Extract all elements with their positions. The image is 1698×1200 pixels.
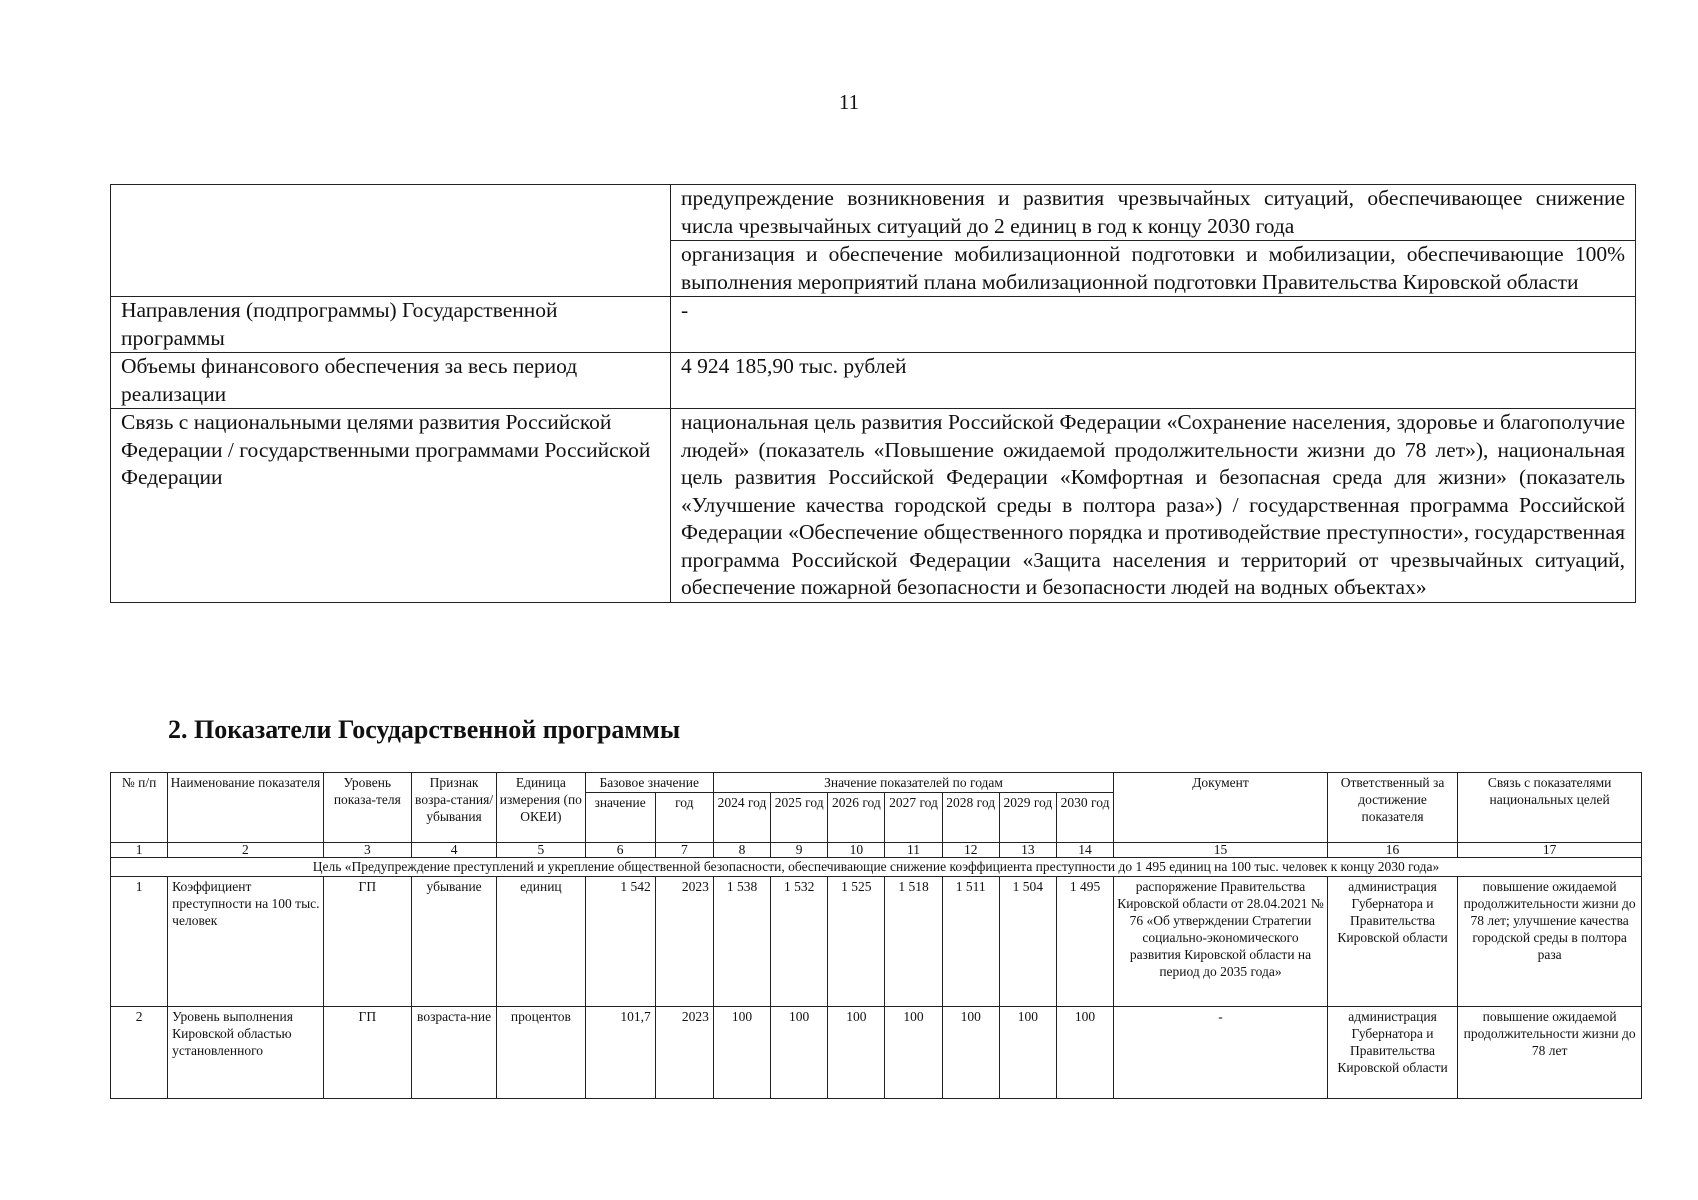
row-value-2030: 1 495	[1056, 877, 1113, 1007]
header-year: 2025 год	[771, 793, 828, 843]
header-trend: Признак возра-стания/ убывания	[411, 773, 496, 843]
row-value-2030: 100	[1056, 1007, 1113, 1099]
column-number: 8	[713, 843, 770, 858]
row-value-2026: 100	[828, 1007, 885, 1099]
row-value-2028: 1 511	[942, 877, 999, 1007]
passport-row	[111, 297, 1636, 353]
passport-label-empty	[111, 185, 671, 297]
passport-row	[111, 409, 1636, 603]
section-heading: 2. Показатели Государственной программы	[168, 715, 681, 744]
table-row	[111, 1007, 1642, 1099]
column-number: 5	[497, 843, 585, 858]
row-base-year: 2023	[655, 877, 713, 1007]
header-name: Наименование показателя	[168, 773, 324, 843]
column-number: 4	[411, 843, 496, 858]
row-value-2024: 1 538	[713, 877, 770, 1007]
row-document: распоряжение Правительства Кировской области от 28.04.2021 № 76 «Об утверждении Стратегии социально-экономического развития Кировской области на период до 2035 года»	[1114, 877, 1328, 1007]
row-trend: убывание	[411, 877, 496, 1007]
header-num: № п/п	[111, 773, 168, 843]
row-value-2025: 1 532	[771, 877, 828, 1007]
row-num: 1	[111, 877, 168, 1007]
row-level: ГП	[323, 877, 411, 1007]
row-base-value: 101,7	[585, 1007, 655, 1099]
row-document: -	[1114, 1007, 1328, 1099]
program-passport-table	[110, 184, 1636, 603]
indicators-table	[110, 772, 1642, 1099]
header-year: 2026 год	[828, 793, 885, 843]
row-value-2027: 1 518	[885, 877, 942, 1007]
passport-label-national-goals: Связь с национальными целями развития Российской Федерации / государственными программами Российской Федерации	[111, 409, 671, 603]
row-value-2029: 1 504	[999, 877, 1056, 1007]
column-number: 3	[323, 843, 411, 858]
header-level: Уровень показа-теля	[323, 773, 411, 843]
row-base-value: 1 542	[585, 877, 655, 1007]
row-value-2025: 100	[771, 1007, 828, 1099]
header-row	[111, 773, 1642, 793]
column-number: 15	[1114, 843, 1328, 858]
passport-value-funding: 4 924 185,90 тыс. рублей	[671, 353, 1636, 409]
column-numbers-row	[111, 843, 1642, 858]
header-link: Связь с показателями национальных целей	[1458, 773, 1642, 843]
header-document: Документ	[1114, 773, 1328, 843]
row-link: повышение ожидаемой продолжительности жизни до 78 лет	[1458, 1007, 1642, 1099]
row-responsible: администрация Губернатора и Правительства Кировской области	[1327, 877, 1457, 1007]
row-value-2026: 1 525	[828, 877, 885, 1007]
header-year: 2028 год	[942, 793, 999, 843]
row-unit: единиц	[497, 877, 585, 1007]
passport-label-directions: Направления (подпрограммы) Государственной программы	[111, 297, 671, 353]
header-unit: Единица измерения (по ОКЕИ)	[497, 773, 585, 843]
passport-value-directions: -	[671, 297, 1636, 353]
goal-row	[111, 858, 1642, 877]
column-number: 17	[1458, 843, 1642, 858]
row-num: 2	[111, 1007, 168, 1099]
column-number: 10	[828, 843, 885, 858]
column-number: 2	[168, 843, 324, 858]
row-name: Уровень выполнения Кировской областью установленного	[168, 1007, 324, 1099]
row-value-2028: 100	[942, 1007, 999, 1099]
column-number: 9	[771, 843, 828, 858]
header-base-group: Базовое значение	[585, 773, 713, 793]
passport-goal-emergency: предупреждение возникновения и развития чрезвычайных ситуаций, обеспечивающее снижение числа чрезвычайных ситуаций до 2 единиц в год к концу 2030 года	[671, 185, 1636, 241]
column-number: 11	[885, 843, 942, 858]
header-base-value: значение	[585, 793, 655, 843]
row-unit: процентов	[497, 1007, 585, 1099]
passport-goal-mobilization: организация и обеспечение мобилизационной подготовки и мобилизации, обеспечивающие 100% выполнения мероприятий плана мобилизационной подготовки Правительства Кировской области	[671, 241, 1636, 297]
column-number: 6	[585, 843, 655, 858]
goal-text: Цель «Предупреждение преступлений и укрепление общественной безопасности, обеспечивающие снижение коэффициента преступности до 1 495 единиц на 100 тыс. человек к концу 2030 года»	[111, 858, 1642, 877]
header-years-group: Значение показателей по годам	[713, 773, 1113, 793]
header-base-year: год	[655, 793, 713, 843]
passport-value-national-goals: национальная цель развития Российской Федерации «Сохранение населения, здоровье и благополучие людей» (показатель «Повышение ожидаемой продолжительности жизни до 78 лет»), национальная цель развития Российской Федерации «Комфортная и безопасная среда для жизни» (показатель «Улучшение качества городской среды в полтора раза») / государственная программа Российской Федерации «Обеспечение общественного порядка и противодействие преступности», государственная программа Российской Федерации «Защита населения и территорий от чрезвычайных ситуаций, обеспечение пожарной безопасности и безопасности людей на водных объектах»	[671, 409, 1636, 603]
row-trend: возраста-ние	[411, 1007, 496, 1099]
column-number: 7	[655, 843, 713, 858]
header-year: 2030 год	[1056, 793, 1113, 843]
table-row	[111, 877, 1642, 1007]
header-year: 2029 год	[999, 793, 1056, 843]
page-number: 11	[838, 90, 860, 114]
row-value-2027: 100	[885, 1007, 942, 1099]
column-number: 12	[942, 843, 999, 858]
row-base-year: 2023	[655, 1007, 713, 1099]
column-number: 14	[1056, 843, 1113, 858]
passport-row	[111, 353, 1636, 409]
row-name: Коэффициент преступности на 100 тыс. человек	[168, 877, 324, 1007]
column-number: 1	[111, 843, 168, 858]
column-number: 13	[999, 843, 1056, 858]
passport-label-funding: Объемы финансового обеспечения за весь период реализации	[111, 353, 671, 409]
row-level: ГП	[323, 1007, 411, 1099]
row-link: повышение ожидаемой продолжительности жизни до 78 лет; улучшение качества городской среды в полтора раза	[1458, 877, 1642, 1007]
row-value-2024: 100	[713, 1007, 770, 1099]
passport-row	[111, 185, 1636, 241]
column-number: 16	[1327, 843, 1457, 858]
row-responsible: администрация Губернатора и Правительства Кировской области	[1327, 1007, 1457, 1099]
header-year: 2024 год	[713, 793, 770, 843]
row-value-2029: 100	[999, 1007, 1056, 1099]
header-responsible: Ответственный за достижение показателя	[1327, 773, 1457, 843]
header-year: 2027 год	[885, 793, 942, 843]
